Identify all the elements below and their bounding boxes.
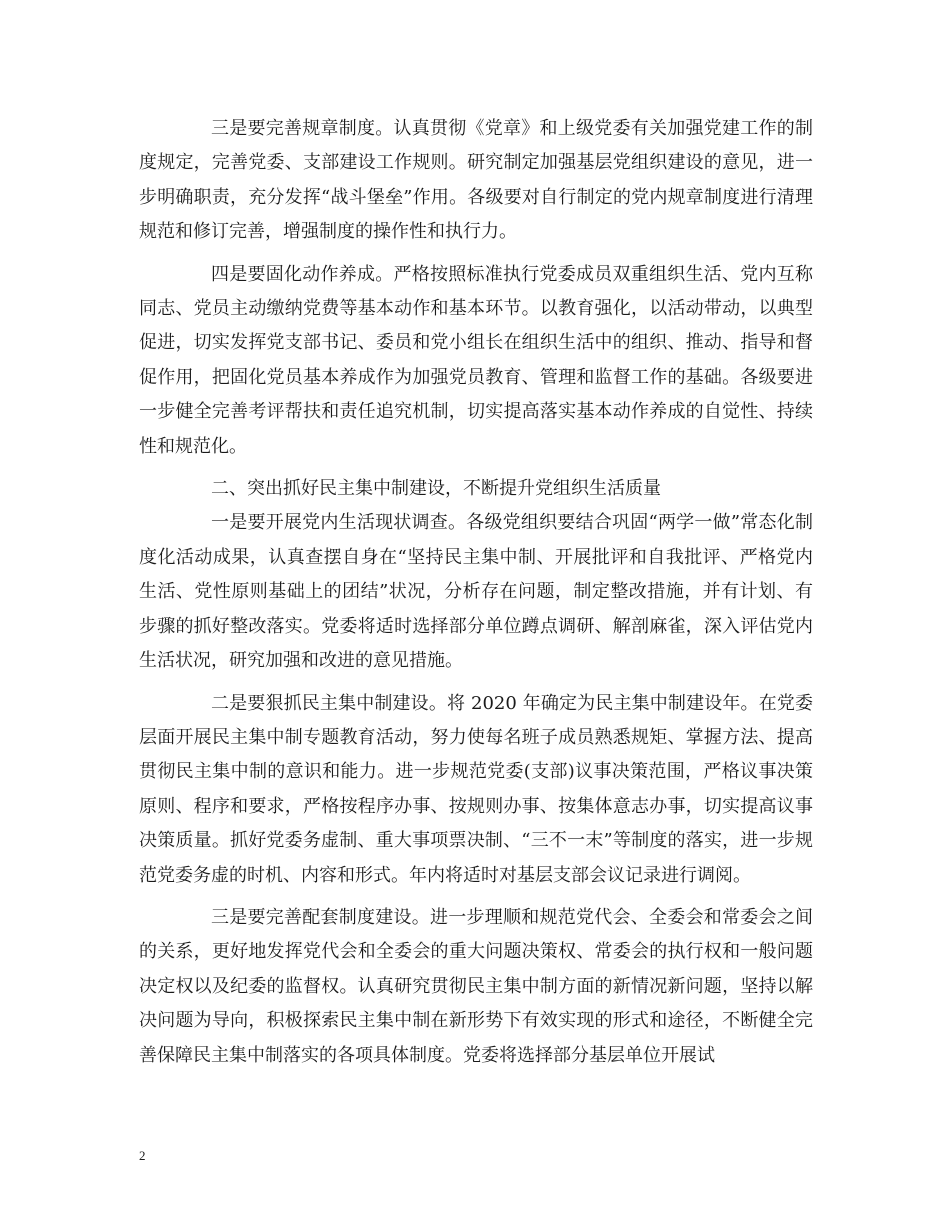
paragraph-rules-system: 三是要完善规章制度。认真贯彻《党章》和上级党委有关加强党建工作的制度规定，完善党委、支部建设工作规则。研究制定加强基层党组织建设的意见，进一步明确职责，充分发挥“战斗堡垒”作用。各级要对自行制定的党内规章制度进行清理规范和修订完善，增强制度的操作性和执行力。 <box>139 118 813 243</box>
paragraph-basic-actions: 四是要固化动作养成。严格按照标准执行党委成员双重组织生活、党内互称同志、党员主动缴纳党费等基本动作和基本环节。以教育强化，以活动带动，以典型促进，切实发挥党支部书记、委员和党小组长在组织生活中的组织、推动、指导和督促作用，把固化党员基本养成作为加强党员教育、管理和监督工作的基础。各级要进一步健全完善考评帮扶和责任追究机制，切实提高落实基本动作养成的自觉性、持续性和规范化。 <box>139 263 813 457</box>
paragraph-gap <box>139 464 813 472</box>
paragraph-gap <box>139 893 813 901</box>
paragraph-democratic-centralism: 二是要狠抓民主集中制建设。将 2020 年确定为民主集中制建设年。在党委层面开展民主集中制专题教育活动，努力使每名班子成员熟悉规矩、掌握方法、提高贯彻民主集中制的意识和能力。进一步规范党委(支部)议事决策范围，严格议事决策原则、程序和要求，严格按程序办事、按规则办事、按集体意志办事，切实提高议事决策质量。抓好党委务虚制、重大事项票决制、“三不一末”等制度的落实，进一步规范党委务虚的时机、内容和形式。年内将适时对基层支部会议记录进行调阅。 <box>139 692 813 886</box>
section-heading: 二、突出抓好民主集中制建设，不断提升党组织生活质量 <box>211 478 661 500</box>
paragraph-investigation: 一是要开展党内生活现状调查。各级党组织要结合巩固“两学一做”常态化制度化活动成果，认真查摆自身在“坚持民主集中制、开展批评和自我批评、严格党内生活、党性原则基础上的团结”状况，分析存在问题，制定整改措施，并有计划、有步骤的抓好整改落实。党委将适时选择部分单位蹲点调研、解剖麻雀，深入评估党内生活状况，研究加强和改进的意见措施。 <box>139 512 813 672</box>
paragraph-gap <box>139 250 813 258</box>
page-number: 2 <box>139 1148 146 1163</box>
paragraph-supporting-systems: 三是要完善配套制度建设。进一步理顺和规范党代会、全委会和常委会之间的关系，更好地发挥党代会和全委会的重大问题决策权、常委会的执行权和一般问题决定权以及纪委的监督权。认真研究贯彻民主集中制方面的新情况新问题，坚持以解决问题为导向，积极探索民主集中制在新形势下有效实现的形式和途径，不断健全完善保障民主集中制落实的各项具体制度。党委将选择部分基层单位开展试 <box>139 906 813 1066</box>
document-body <box>139 112 813 1073</box>
paragraph-gap <box>139 679 813 687</box>
